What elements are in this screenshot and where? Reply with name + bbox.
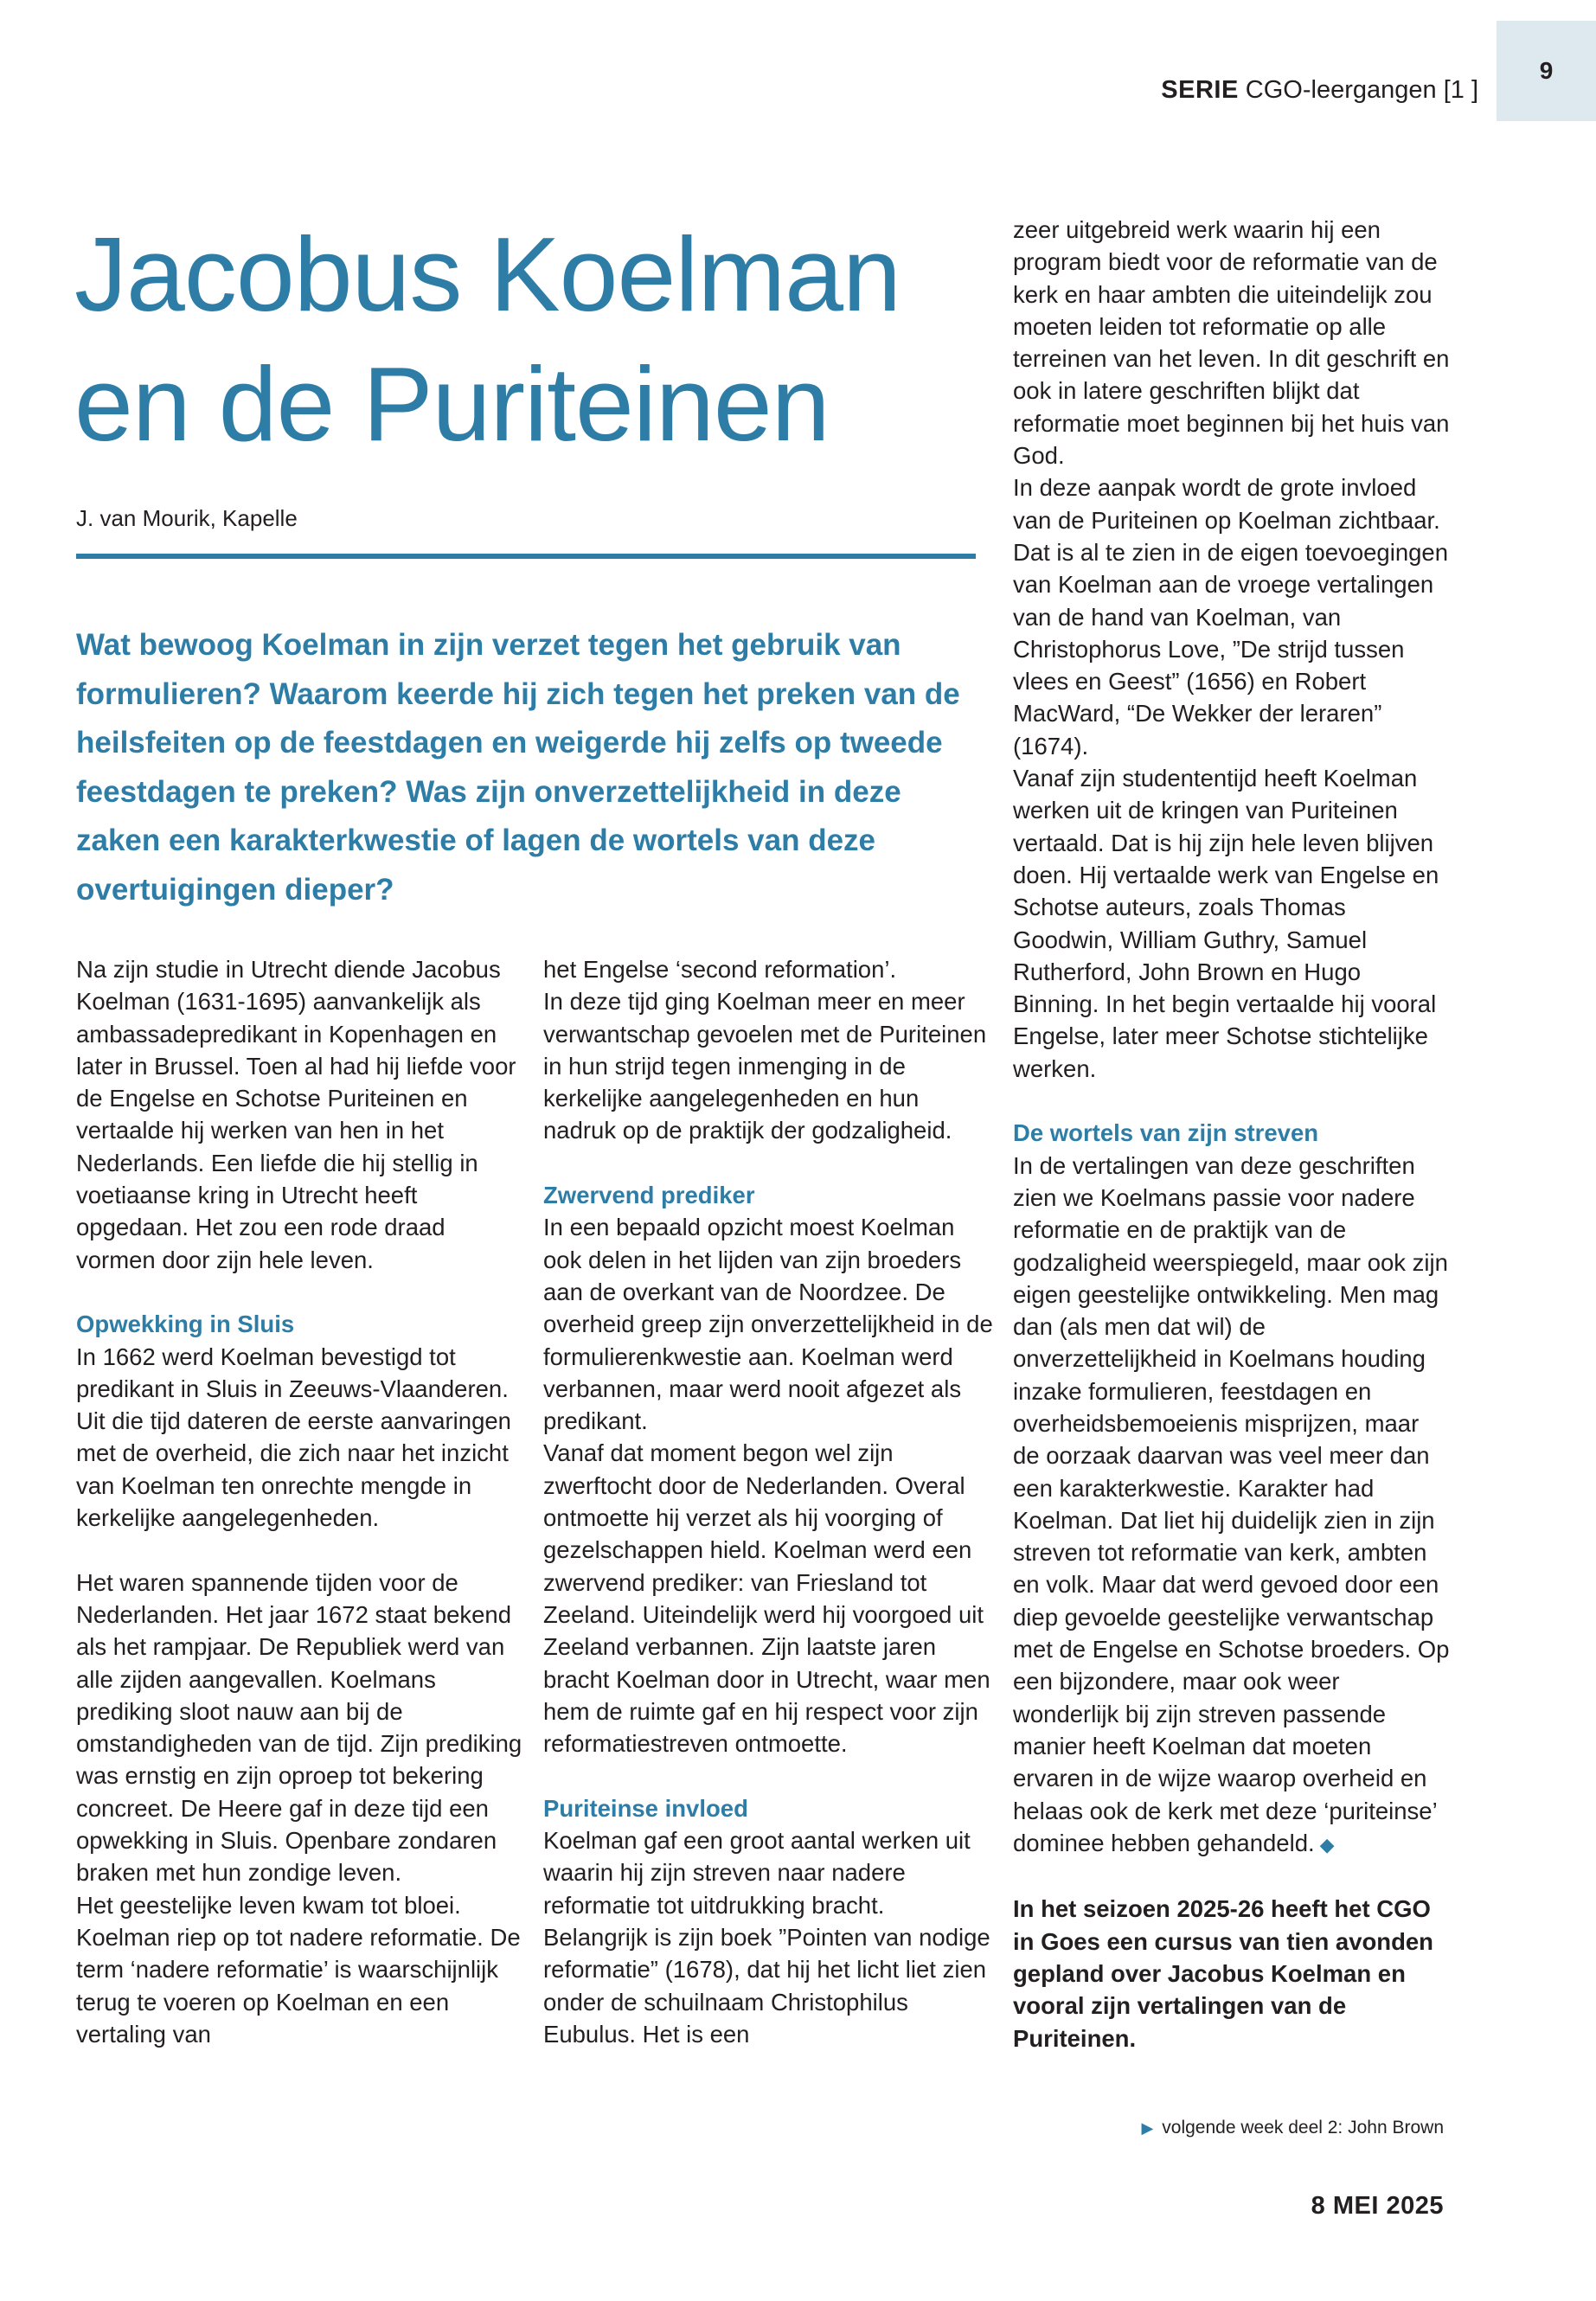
lead-paragraph: Wat bewoog Koelman in zijn verzet tegen het gebruik van formulieren? Waarom keerde hij zich tegen het preken van de heilsfeiten op de feestdagen en weigerde hij zelfs op tweede feestdagen te preken? Was zijn onverzettelijkheid in deze zaken een karakterkwestie of lagen de wortels van deze overtuigingen dieper? — [76, 628, 960, 907]
series-tag: SERIE — [1161, 76, 1239, 104]
title-divider — [76, 554, 976, 559]
paragraph: Vanaf zijn studententijd heeft Koelman werken uit de kringen van Puriteinen vertaald. Dat is hij zijn hele leven blijven doen. Hij vertaalde werk van Engelse en Schotse auteurs, zoals Thomas Goodwin, William Guthry, Samuel Rutherford, John Brown en Hugo Binning. In het begin vertaalde hij vooral Engelse, later meer Schotse stichtelijke werken. — [1013, 765, 1439, 1082]
paragraph: In deze tijd ging Koelman meer en meer verwantschap gevoelen met de Puriteinen in hun strijd tegen inmenging in de kerkelijke aangelegenheden en hun nadruk op de praktijk der godzaligheid. — [543, 988, 987, 1144]
article-title — [74, 209, 1009, 469]
paragraph — [1013, 1150, 1450, 1862]
column-1 — [76, 953, 526, 2050]
paragraph: Het waren spannende tijden voor de Nederlanden. Het jaar 1672 staat bekend als het rampjaar. De Republiek werd van alle zijden aangevallen. Koelmans prediking sloot nauw aan bij de omstandigheden van de tijd. Zijn prediking was ernstig en zijn oproep tot bekering concreet. De Heere gaf in deze tijd een opwekking in Sluis. Openbare zondaren braken met hun zondige leven. — [76, 1568, 522, 1887]
title-line-1: Jacobus Koelman — [74, 215, 901, 333]
column-3 — [1013, 214, 1450, 2054]
paragraph: Na zijn studie in Utrecht diende Jacobus Koelman (1631-1695) aanvankelijk als ambassadepredikant in Kopenhagen en later in Brussel. Toen al had hij liefde voor de Engelse en Schotse Puriteinen en vertaalde hij werken van hen in het Nederlands. Een liefde die hij stellig in voetiaanse kring in Utrecht heeft opgedaan. Het zou een rode draad vormen door zijn hele leven. — [76, 956, 516, 1273]
column-2 — [543, 953, 993, 2050]
series-header — [1161, 76, 1478, 105]
play-arrow-icon: ▶ — [1141, 2119, 1154, 2137]
section-heading-opwekking: Opwekking in Sluis — [76, 1311, 295, 1338]
next-episode-text: volgende week deel 2: John Brown — [1162, 2118, 1444, 2138]
title-line-2: en de Puriteinen — [74, 345, 830, 463]
author-byline: J. van Mourik, Kapelle — [76, 505, 298, 531]
paragraph: In een bepaald opzicht moest Koelman ook delen in het lijden van zijn broeders aan de overkant van de Noordzee. De overheid greep zijn onverzettelijkheid in de formulierenkwestie aan. Koelman werd verbannen, maar werd nooit afgezet als predikant. — [543, 1214, 993, 1435]
paragraph: Het geestelijke leven kwam tot bloei. Koelman riep op tot nadere reformatie. De term ‘nadere reformatie’ is waarschijnlijk terug te voeren op Koelman en een vertaling van — [76, 1891, 521, 2048]
section-heading-puriteinse: Puriteinse invloed — [543, 1794, 748, 1822]
paragraph: Koelman gaf een groot aantal werken uit waarin hij zijn streven naar nadere reformatie tot uitdrukking bracht. Belangrijk is zijn boek ”Pointen van nodige reformatie” (1678), dat hij het licht liet zien onder de schuilnaam Christophilus Eubulus. Het is een — [543, 1827, 990, 2048]
paragraph: zeer uitgebreid werk waarin hij een program biedt voor de reformatie van de kerk en haar ambten die uiteindelijk zou moeten leiden tot reformatie op alle terreinen van het leven. In dit geschrift en ook in latere geschriften blijkt dat reformatie moet beginnen bij het huis van God. — [1013, 216, 1450, 470]
paragraph: In deze aanpak wordt de grote invloed van de Puriteinen op Koelman zichtbaar. Dat is al te zien in de eigen toevoegingen van Koelman aan de vroege vertalingen van de hand van Koelman, van Christophorus Love, ”De strijd tussen vlees en Geest” (1656) en Robert MacWard, “De Wekker der leraren” (1674). — [1013, 474, 1448, 760]
page-number: 9 — [1539, 57, 1554, 84]
section-heading-wortels: De wortels van zijn streven — [1013, 1119, 1319, 1147]
next-episode-note — [1141, 2118, 1444, 2138]
paragraph: Vanaf dat moment begon wel zijn zwerftocht door de Nederlanden. Overal ontmoette hij verzet als hij voorging of gezelschappen hield. Koelman werd een zwervend prediker: van Friesland tot Zeeland. Uiteindelijk werd hij voorgoed uit Zeeland verbannen. Zijn laatste jaren bracht Koelman door in Utrecht, waar men hem de ruimte gaf en hij respect voor zijn reformatiestreven ontmoette. — [543, 1439, 990, 1758]
issue-date: 8 MEI 2025 — [1311, 2192, 1444, 2220]
closing-note: In het seizoen 2025-26 heeft het CGO in Goes een cursus van tien avonden gepland over Jacobus Koelman en vooral zijn vertalingen van de Puriteinen. — [1013, 1895, 1433, 2052]
paragraph: het Engelse ‘second reformation’. — [543, 956, 897, 983]
end-diamond-icon: ◆ — [1319, 1833, 1335, 1856]
page-number-tab — [1497, 21, 1596, 121]
section-heading-zwervend: Zwervend prediker — [543, 1182, 755, 1209]
paragraph-text: In de vertalingen van deze geschriften zien we Koelmans passie voor nadere reformatie en de praktijk van de godzaligheid weerspiegeld, maar ook zijn eigen geestelijke ontwikkeling. Men mag dan (als men dat wil) de onverzettelijkheid in Koelmans houding inzake formulieren, feestdagen en overheidsbemoeienis misprijzen, maar de oorzaak daarvan was veel meer dan een karakterkwestie. Karakter had Koelman. Dat liet hij duidelijk zien in zijn streven tot reformatie van kerk, ambten en volk. Maar dat werd gevoed door een diep gevoelde geestelijke verwantschap met de Engelse en Schotse broeders. Op een bijzondere, maar ook weer wonderlijk bij zijn streven passende manier heeft Koelman dat moeten ervaren in de wijze waarop overheid en helaas ook de kerk met deze ‘puriteinse’ dominee hebben gehandeld. — [1013, 1151, 1450, 1856]
series-name: CGO-leergangen [1 ] — [1245, 76, 1478, 104]
paragraph: In 1662 werd Koelman bevestigd tot predikant in Sluis in Zeeuws-Vlaanderen. Uit die tijd dateren de eerste aanvaringen met de overheid, die zich naar het inzicht van Koelman ten onrechte mengde in kerkelijke aangelegenheden. — [76, 1343, 511, 1532]
